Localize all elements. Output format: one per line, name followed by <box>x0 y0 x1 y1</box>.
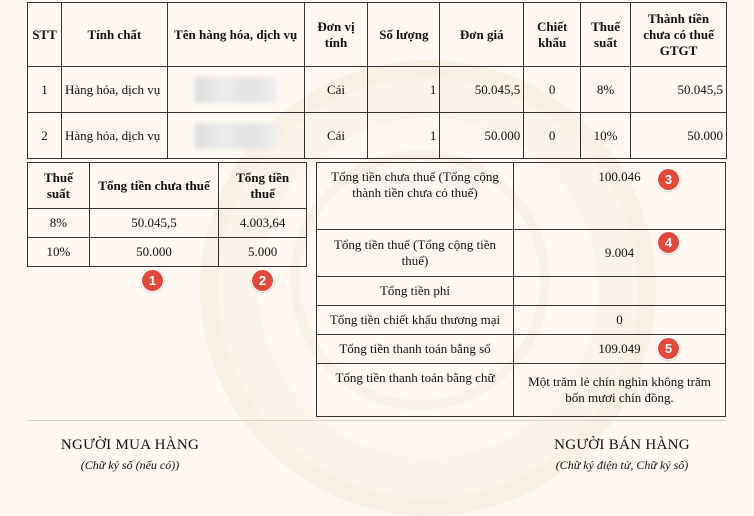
section-divider <box>27 420 727 421</box>
invoice-items-table <box>27 2 727 159</box>
cell-tax-rate: 8% <box>581 67 631 113</box>
col-header-nature: Tính chất <box>61 3 167 67</box>
cell-name-redacted <box>167 67 304 113</box>
col-header-amount: Thành tiền chưa có thuế GTGT <box>631 3 727 67</box>
cell-qty: 1 <box>368 113 440 159</box>
total-discount-row <box>317 306 726 335</box>
cell-discount: 0 <box>524 113 581 159</box>
total-fee-value <box>514 277 726 306</box>
annotation-marker-2: 2 <box>252 270 273 291</box>
tax-summary-table <box>27 162 307 267</box>
redacted-blur <box>195 77 277 103</box>
seller-note: (Chữ ký điện tử, Chữ ký số) <box>555 458 689 472</box>
total-pay-number-value: 109.049 <box>514 335 726 364</box>
tax-pretax: 50.045,5 <box>89 209 218 238</box>
cell-amount: 50.000 <box>631 113 727 159</box>
tax-amount: 4.003,64 <box>219 209 307 238</box>
annotation-marker-1: 1 <box>142 270 163 291</box>
total-tax-value: 9.004 <box>514 230 726 277</box>
tax-col-tax: Tổng tiền thuế <box>219 163 307 209</box>
total-fee-label: Tổng tiền phí <box>317 277 514 306</box>
table-row <box>28 209 307 238</box>
total-pay-words-label: Tổng tiền thanh toán bằng chữ <box>317 364 514 417</box>
total-pretax-label: Tổng tiền chưa thuế (Tổng cộng thành tiền chưa có thuế) <box>317 163 514 230</box>
cell-unit: Cái <box>304 113 368 159</box>
tax-rate: 8% <box>28 209 90 238</box>
col-header-qty: Số lượng <box>368 3 440 67</box>
tax-header-row <box>28 163 307 209</box>
col-header-stt: STT <box>28 3 62 67</box>
seller-signature-block <box>522 437 722 473</box>
tax-amount: 5.000 <box>219 238 307 267</box>
cell-price: 50.000 <box>440 113 524 159</box>
tax-col-rate: Thuế suất <box>28 163 90 209</box>
cell-nature: Hàng hóa, dịch vụ <box>61 113 167 159</box>
col-header-tax-rate: Thuế suất <box>581 3 631 67</box>
tax-pretax: 50.000 <box>89 238 218 267</box>
table-row <box>28 113 727 159</box>
cell-nature: Hàng hóa, dịch vụ <box>61 67 167 113</box>
annotation-marker-5: 5 <box>658 338 679 359</box>
col-header-name: Tên hàng hóa, dịch vụ <box>167 3 304 67</box>
total-pay-words-value: Một trăm lẻ chín nghìn không trăm bốn mươi chín đồng. <box>514 364 726 417</box>
col-header-unit: Đơn vị tính <box>304 3 368 67</box>
totals-table <box>316 162 726 417</box>
cell-stt: 1 <box>28 67 62 113</box>
table-row <box>28 238 307 267</box>
cell-name-redacted <box>167 113 304 159</box>
total-discount-value: 0 <box>514 306 726 335</box>
cell-qty: 1 <box>368 67 440 113</box>
cell-discount: 0 <box>524 67 581 113</box>
annotation-marker-4: 4 <box>658 232 679 253</box>
seller-title: NGƯỜI BÁN HÀNG <box>554 437 690 453</box>
buyer-note: (Chữ ký số (nếu có)) <box>80 458 180 472</box>
total-pretax-value: 100.046 <box>514 163 726 230</box>
cell-tax-rate: 10% <box>581 113 631 159</box>
buyer-signature-block <box>30 437 230 473</box>
tax-col-pretax: Tổng tiền chưa thuế <box>89 163 218 209</box>
annotation-marker-3: 3 <box>658 169 679 190</box>
items-header-row <box>28 3 727 67</box>
col-header-price: Đơn giá <box>440 3 524 67</box>
table-row <box>28 67 727 113</box>
cell-unit: Cái <box>304 67 368 113</box>
total-pay-number-label: Tổng tiền thanh toán bằng số <box>317 335 514 364</box>
total-pay-words-row <box>317 364 726 417</box>
total-fee-row <box>317 277 726 306</box>
buyer-title: NGƯỜI MUA HÀNG <box>60 437 200 453</box>
total-discount-label: Tổng tiền chiết khấu thương mại <box>317 306 514 335</box>
cell-price: 50.045,5 <box>440 67 524 113</box>
cell-amount: 50.045,5 <box>631 67 727 113</box>
redacted-blur <box>195 123 277 149</box>
cell-stt: 2 <box>28 113 62 159</box>
col-header-discount: Chiết khấu <box>524 3 581 67</box>
total-tax-label: Tổng tiền thuế (Tổng cộng tiền thuế) <box>317 230 514 277</box>
tax-rate: 10% <box>28 238 90 267</box>
